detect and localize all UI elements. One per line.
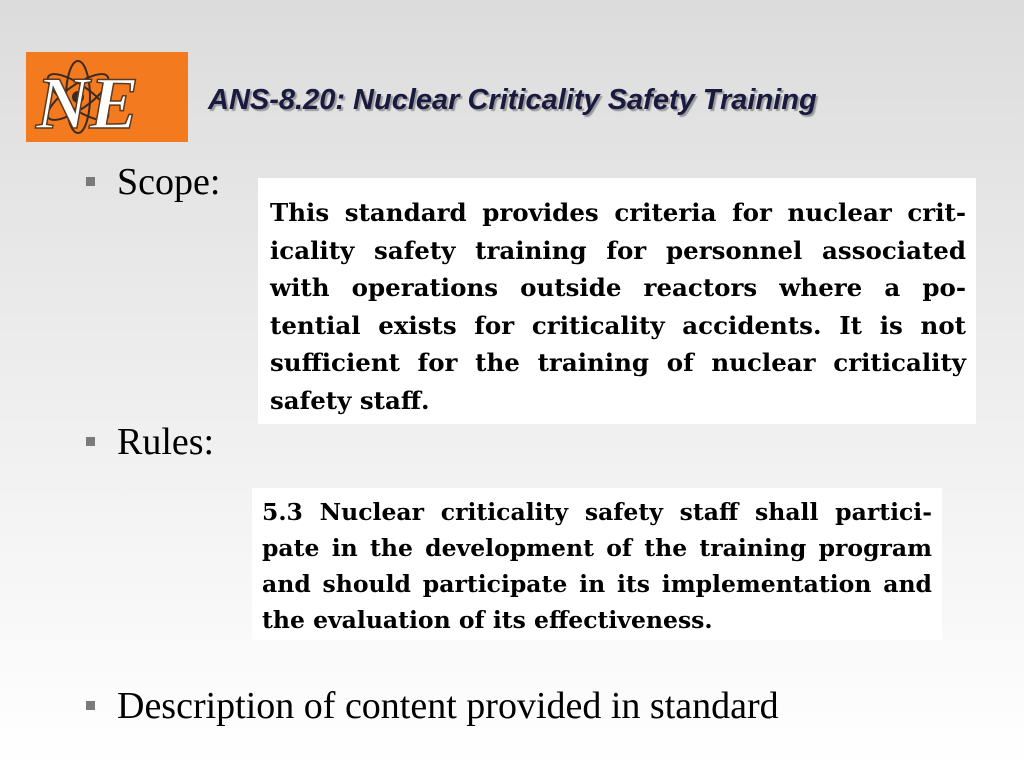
bullet-marker-icon [86,437,95,446]
bullet-scope [86,160,220,204]
scope-line: icality safety training for personnel associated [270,235,966,265]
rules-line: pate in the development of the training program [262,534,932,562]
logo-letters: NE [36,63,139,142]
slide-title: ANS-8.20: Nuclear Criticality Safety Training [208,84,817,116]
rules-line: and should participate in its implementation and [262,570,932,598]
rules-excerpt [252,488,942,640]
atom-logo-icon [26,52,188,142]
bullet-description-label: Description of content provided in standard [117,685,779,727]
bullet-rules [86,420,214,464]
rules-line: the evaluation of its effectiveness. [262,606,713,634]
scope-excerpt [258,178,976,424]
ne-logo [26,52,188,142]
scope-line: sufficient for the training of nuclear criticality [270,348,966,377]
bullet-marker-icon [86,701,95,710]
bullet-rules-label: Rules: [117,421,215,463]
scope-line: with operations outside reactors where a po- [270,273,966,302]
scope-line: tential exists for criticality accidents. It is not [270,310,966,340]
rules-line: 5.3 Nuclear criticality safety staff shall partici- [262,498,932,526]
bullet-scope-label: Scope: [117,161,221,203]
scope-line: safety staff. [270,385,430,415]
scope-line: This standard provides criteria for nuclear crit- [270,198,966,227]
bullet-marker-icon [86,177,95,186]
bullet-description [86,684,779,728]
